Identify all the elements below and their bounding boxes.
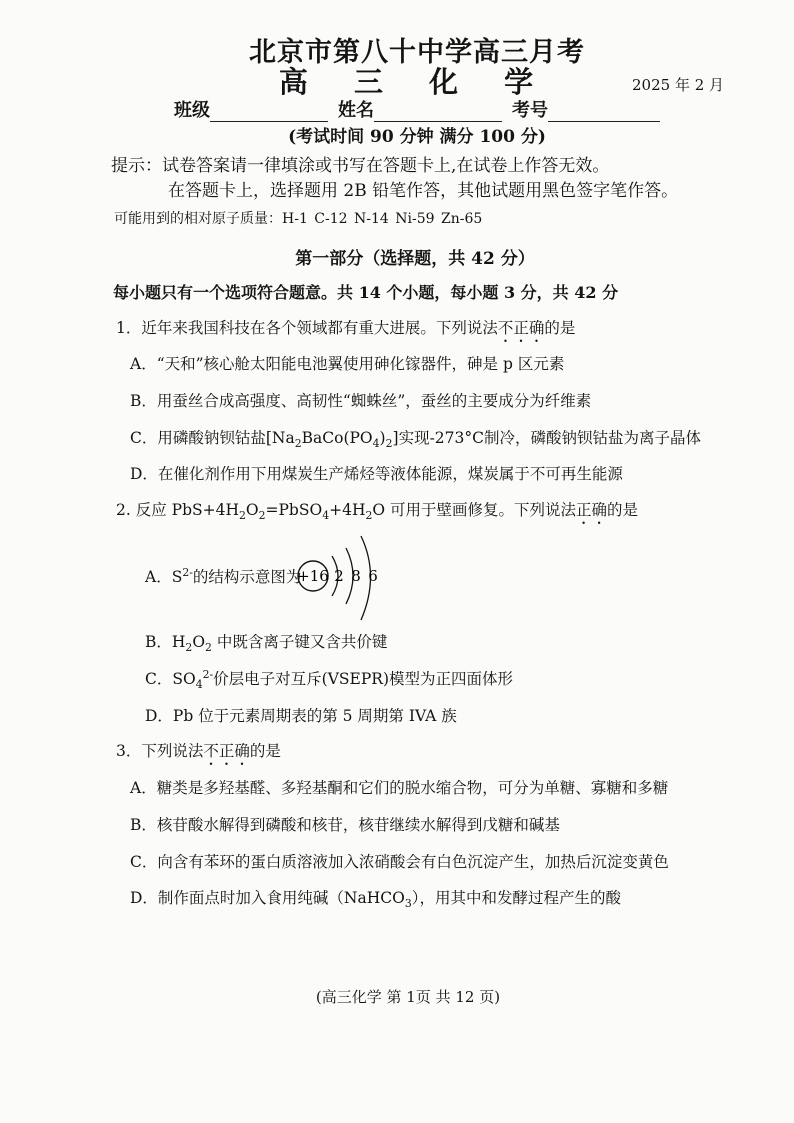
number-label: 考号 (512, 100, 548, 121)
question-1-option-d: D．在催化剂作用下用煤炭生产烯烃等液体能源，煤炭属于不可再生能源 (130, 465, 623, 483)
subscript: 2 (238, 509, 246, 523)
subscript: 2 (185, 641, 193, 655)
sulfide-ion-structure-diagram (294, 526, 394, 630)
question-1-option-b: B．用蚕丝合成高强度、高韧性“蜘蛛丝”，蚕丝的主要成分为纤维素 (130, 392, 592, 410)
text: B．H (145, 633, 186, 651)
text: 3．下列说法 (116, 742, 204, 760)
superscript: 2- (202, 667, 214, 681)
text: O 可用于壁画修复。下列说法 (372, 501, 577, 519)
superscript: 2- (182, 565, 193, 579)
question-1-option-a: A．“天和”核心舱太阳能电池翼使用砷化镓器件，砷是 p 区元素 (130, 355, 565, 373)
shell-1-electrons: 2 (334, 567, 344, 585)
text: BaCo(PO (301, 429, 373, 447)
class-label: 班级 (174, 100, 210, 121)
text: ) (379, 429, 386, 447)
text: O (245, 501, 259, 519)
name-label: 姓名 (338, 100, 374, 121)
class-blank (210, 103, 328, 122)
subscript: 4 (195, 678, 203, 692)
class-field (174, 96, 328, 122)
question-3-stem (116, 739, 281, 769)
text: 2. 反应 PbS+4H (116, 501, 239, 519)
stem-text: 1．近年来我国科技在各个领域都有重大进展。下列说法 (116, 319, 498, 337)
emphasis-text: 不正确 (497, 319, 545, 337)
question-1-stem (116, 316, 575, 346)
text: ]实现-273°C制冷，磷酸钠钡钴盐为离子晶体 (392, 429, 701, 447)
subscript: 4 (322, 509, 330, 523)
text: 的是 (607, 501, 639, 519)
question-2-option-c (145, 667, 513, 691)
question-2-option-d: D．Pb 位于元素周期表的第 5 周期第 IVA 族 (145, 707, 457, 725)
exam-date: 2025 年 2 月 (632, 76, 725, 94)
text: 的结构示意图为 (192, 568, 302, 586)
text: =PbSO (265, 501, 323, 519)
text: A．S (145, 568, 183, 586)
number-field (512, 96, 660, 122)
exam-info: (考试时间 90 分钟 满分 100 分) (288, 127, 546, 147)
text: C．SO (145, 670, 196, 688)
text: C．用磷酸钠钡钴盐[Na (130, 429, 295, 447)
stem-text: 的是 (544, 319, 576, 337)
subscript: 2 (294, 437, 302, 451)
emphasis-text: 正确 (576, 501, 608, 519)
text: 的是 (249, 742, 281, 760)
question-1-option-c (130, 426, 701, 450)
subscript: 2 (205, 641, 212, 655)
nucleus-charge: +16 (297, 567, 329, 585)
question-3-option-c: C．向含有苯环的蛋白质溶液加入浓硝酸会有白色沉淀产生，加热后沉淀变黄色 (130, 853, 669, 871)
question-2-option-b (145, 630, 387, 654)
subscript: 2 (258, 509, 266, 523)
text: D．制作面点时加入食用纯碱（NaHCO (130, 889, 405, 907)
text: O (192, 633, 206, 651)
tip-line-1: 提示：试卷答案请一律填涂或书写在答题卡上,在试卷上作答无效。 (111, 156, 610, 176)
name-blank (374, 103, 502, 122)
text: ），用其中和发酵过程产生的酸 (411, 889, 621, 907)
page-footer: (高三化学 第 1页 共 12 页) (315, 988, 501, 1006)
text: 价层电子对互斥(VSEPR)模型为正四面体形 (213, 670, 513, 688)
number-blank (548, 103, 660, 122)
subscript: 2 (365, 509, 373, 523)
atomic-masses: 可能用到的相对原子质量：H-1 C-12 N-14 Ni-59 Zn-65 (114, 211, 483, 227)
text: 中既含离子键又含共价键 (211, 633, 388, 651)
tip-line-2: 在答题卡上，选择题用 2B 铅笔作答，其他试题用黑色签字笔作答。 (168, 181, 679, 201)
shell-2-electrons: 8 (351, 567, 361, 585)
section-title: 第一部分（选择题，共 42 分） (295, 249, 535, 269)
name-field (338, 96, 502, 122)
subscript: 2 (385, 437, 393, 451)
subject-title: 高 三 化 学 (278, 65, 552, 99)
school-title: 北京市第八十中学高三月考 (249, 37, 585, 68)
subscript: 4 (372, 437, 380, 451)
question-2-stem (116, 498, 638, 528)
question-3-option-a: A．糖类是多羟基醛、多羟基酮和它们的脱水缩合物，可分为单糖、寡糖和多糖 (130, 779, 669, 797)
question-3-option-d (130, 886, 621, 910)
question-2-option-a (145, 565, 301, 587)
section-instructions: 每小题只有一个选项符合题意。共 14 个小题，每小题 3 分，共 42 分 (113, 283, 619, 302)
subscript: 3 (404, 897, 412, 911)
question-3-option-b: B．核苷酸水解得到磷酸和核苷，核苷继续水解得到戊糖和碱基 (130, 816, 560, 834)
text: +4H (329, 501, 366, 519)
emphasis-text: 不正确 (203, 742, 250, 760)
shell-3-electrons: 6 (368, 567, 378, 585)
